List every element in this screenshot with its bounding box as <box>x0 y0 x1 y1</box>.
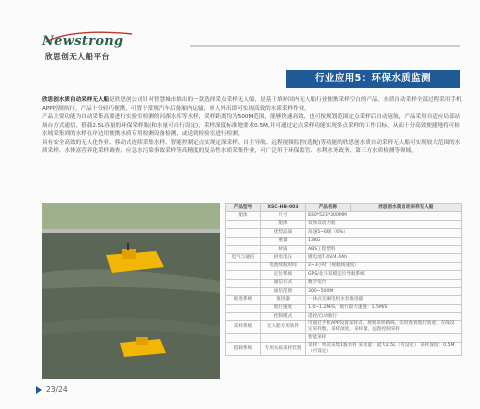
spec-row <box>226 262 462 270</box>
spec-row <box>226 212 462 220</box>
spec-category <box>226 229 261 237</box>
logo-subtitle: 欣思创无人船平台 <box>45 52 110 61</box>
spec-key: 航行速度 <box>261 304 306 312</box>
spec-key: 推进器 <box>261 296 306 304</box>
spec-row <box>226 296 462 304</box>
spec-category: 采样系统 <box>226 321 261 334</box>
spec-header-cell: XSC-HB-003 <box>261 204 306 212</box>
brand-logo <box>42 34 152 74</box>
spec-value: 智能采样 <box>306 334 462 342</box>
spec-value: 1.0~1.2M/S，航行最大速度：1.5M/S <box>306 304 462 312</box>
product-photo <box>42 203 220 379</box>
spec-row <box>226 245 462 253</box>
spec-header-cell: 产品名称 <box>306 204 351 212</box>
spec-key: 尺寸 <box>261 212 306 220</box>
spec-key: 电池续航时间 <box>261 262 306 270</box>
spec-category: 推进系统 <box>226 296 261 304</box>
spec-value: 锂电池7.4V/4.4Ah <box>306 254 462 262</box>
spec-header-cell: 产品型号 <box>226 204 261 212</box>
spec-value: 双体双动力船 <box>306 220 462 228</box>
play-arrow-icon <box>36 386 42 394</box>
paragraph-1-text: 是欣思创公司针对智慧城市推出的一款选择采点采样无人船，是基于填补国内无人船行业便携采样空白的产品。水质自动采样全部过程采用手机APP控制执行，产品十分轻巧便携，可置于常规汽车后备厢内运输，单人外出即可实现高效的水质采样作业。 <box>42 97 462 112</box>
spec-category <box>226 262 261 270</box>
spec-row <box>226 321 462 334</box>
header-divider <box>190 45 460 47</box>
spec-value: 一体式无刷电机水泵推进器 <box>306 296 462 304</box>
spec-key: 材质 <box>261 245 306 253</box>
spec-row <box>226 229 462 237</box>
spec-key: 优势品质 <box>261 229 306 237</box>
spec-value: 2~3小时（视航线速度） <box>306 262 462 270</box>
paragraph-2: 产品主要功能为自动采集高要进行实验室检测的河湖水库等水样，采样距离均为500M范围，能够快速高效、也可按规划范围定点采样后自动返航，产品采用自适应局部站场台方式通信，搭载2.5L容量的环保采样瓶(和水量可自行设定)，采样深度标准地要求0.5M,并可通过定点采样功能实现多点采样的工作目标，从而十分高效便捷地将可检水域采集到的水样在岸边用便携水质专用检测设备检测，或送到检验室进行检测。 <box>42 114 461 137</box>
spec-row <box>226 334 462 342</box>
spec-key <box>261 334 306 342</box>
spec-value: 遥控/自动航行 <box>306 313 462 321</box>
spec-value: ABS工程塑料 <box>306 245 462 253</box>
spec-value: 高速5~6级（6%） <box>306 229 462 237</box>
spec-category <box>226 334 261 342</box>
spec-category <box>226 304 261 312</box>
spec-category <box>226 313 261 321</box>
body-text <box>42 96 462 156</box>
spec-category: 电气与通信 <box>226 254 261 262</box>
spec-header-row <box>226 204 462 212</box>
paragraph-1 <box>42 96 462 113</box>
spec-key: 无人船专用软件 <box>261 321 306 334</box>
spec-header-cell: 欣思创水质自动采样无人船 <box>350 204 461 212</box>
spec-category: 船体 <box>226 212 261 220</box>
spec-row <box>226 254 462 262</box>
spec-key: 专用水质采样装置 <box>261 342 306 355</box>
spec-row <box>226 287 462 295</box>
spec-category <box>226 287 261 295</box>
spec-table <box>225 203 462 356</box>
spec-category <box>226 245 261 253</box>
spec-value: 830*523*300MM <box>306 212 462 220</box>
spec-category: 搭载系统 <box>226 342 261 355</box>
spec-key: 定位系统 <box>261 271 306 279</box>
spec-row <box>226 304 462 312</box>
spec-category <box>226 279 261 287</box>
paragraph-3: 具有安全高效的无人化作业、移动式连续采集水样、智能控制定点实现定深采样、自主导航、远程视频监控(选配)等功能的欣思创水质自动采样无人船可实现较大范围的水质采样、水体富营养化采样调查、应急水污染事故采样等高精度的复杂性水质采集作业，可广泛用于环保监管、水利水务政务、第三方水质检测等领域。 <box>42 139 461 154</box>
logo-wordmark: Newstrong <box>42 34 124 49</box>
spec-value: 300~500M <box>306 287 462 295</box>
spec-row <box>226 313 462 321</box>
spec-row <box>226 279 462 287</box>
spec-category <box>226 237 261 245</box>
page-footer <box>36 385 68 394</box>
section-title: 行业应用5：环保水质监测 <box>286 70 460 88</box>
spec-value: 采样：单次采集1瓶水样 采水量：最大2.5L（可设定） 采样深度：0.5M（可设定） <box>306 342 462 355</box>
spec-value: 可通过手机APP设置采样点、规划采样路线，实时查看航行轨迹、在线设定采样数、采样深度、采样量，远程控制采样 <box>306 321 462 334</box>
spec-row <box>226 237 462 245</box>
spec-value: 数字电台 <box>306 279 462 287</box>
page-number: 23/24 <box>46 385 68 394</box>
spec-row <box>226 220 462 228</box>
spec-key: 通信方式 <box>261 279 306 287</box>
spec-key: 通信范围 <box>261 287 306 295</box>
spec-key: 船体 <box>261 220 306 228</box>
spec-key: 供电电压 <box>261 254 306 262</box>
spec-value: 13KG <box>306 237 462 245</box>
spec-category <box>226 220 261 228</box>
spec-category <box>226 271 261 279</box>
spec-key: 重量 <box>261 237 306 245</box>
lead-text: 欣思创水质自动采样无人船 <box>42 97 110 103</box>
spec-row <box>226 342 462 355</box>
spec-row <box>226 271 462 279</box>
spec-value: GPS/北斗双模定位导航系统 <box>306 271 462 279</box>
spec-key: 控制模式 <box>261 313 306 321</box>
